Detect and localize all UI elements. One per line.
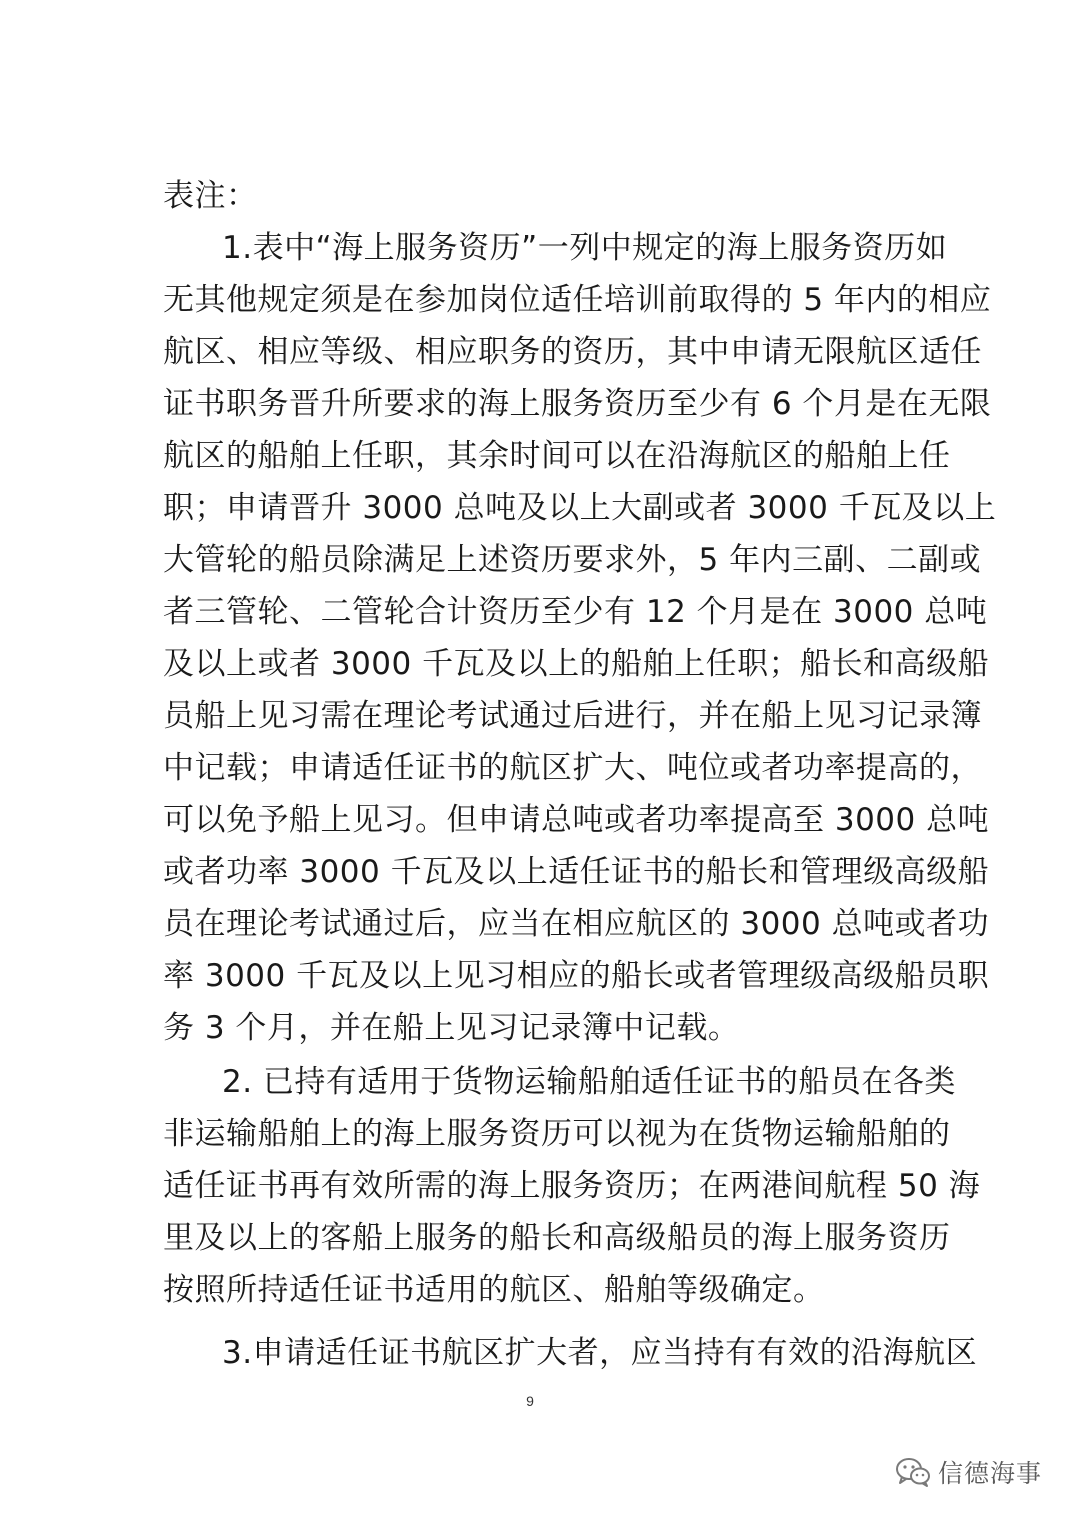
note1-line: 率 3000 千瓦及以上见习相应的船长或者管理级高级船员职 (163, 958, 990, 994)
watermark (894, 1452, 1042, 1492)
note1-line: 员在理论考试通过后，应当在相应航区的 3000 总吨或者功 (163, 906, 990, 942)
wechat-icon (894, 1456, 932, 1488)
note2-line: 非运输船舶上的海上服务资历可以视为在货物运输船舶的 (163, 1116, 951, 1152)
note1-line: 证书职务晋升所要求的海上服务资历至少有 6 个月是在无限 (163, 386, 992, 422)
note3-line: 3.申请适任证书航区扩大者，应当持有有效的沿海航区 (222, 1335, 978, 1371)
note1-line: 或者功率 3000 千瓦及以上适任证书的船长和管理级高级船 (163, 854, 990, 890)
note2-line: 按照所持适任证书适用的航区、船舶等级确定。 (163, 1272, 825, 1308)
note1-line: 可以免予船上见习。但申请总吨或者功率提高至 3000 总吨 (163, 802, 990, 838)
watermark-text: 信德海事 (938, 1459, 1043, 1488)
note1-line: 1.表中“海上服务资历”一列中规定的海上服务资历如 (222, 230, 948, 266)
note2-line: 适任证书再有效所需的海上服务资历；在两港间航程 50 海 (163, 1168, 981, 1204)
note1-line: 航区的船舶上任职，其余时间可以在沿海航区的船舶上任 (163, 438, 951, 474)
note1-line: 务 3 个月，并在船上见习记录簿中记载。 (163, 1010, 740, 1046)
note1-line: 员船上见习需在理论考试通过后进行，并在船上见习记录簿 (163, 698, 982, 734)
note1-line: 航区、相应等级、相应职务的资历，其中申请无限航区适任 (163, 334, 982, 370)
note1-line: 职；申请晋升 3000 总吨及以上大副或者 3000 千瓦及以上 (163, 490, 997, 526)
page-number: 9 (526, 1393, 534, 1409)
note1-line: 及以上或者 3000 千瓦及以上的船舶上任职；船长和高级船 (163, 646, 990, 682)
note1-line: 中记载；申请适任证书的航区扩大、吨位或者功率提高的， (163, 750, 982, 786)
note2-line: 2. 已持有适用于货物运输船舶适任证书的船员在各类 (222, 1064, 956, 1100)
note1-line: 无其他规定须是在参加岗位适任培训前取得的 5 年内的相应 (163, 282, 992, 318)
note2-line: 里及以上的客船上服务的船长和高级船员的海上服务资历 (163, 1220, 951, 1256)
note1-line: 者三管轮、二管轮合计资历至少有 12 个月是在 3000 总吨 (163, 594, 988, 630)
note1-line: 大管轮的船员除满足上述资历要求外，5 年内三副、二副或 (163, 542, 982, 578)
notes-heading: 表注： (163, 178, 258, 214)
